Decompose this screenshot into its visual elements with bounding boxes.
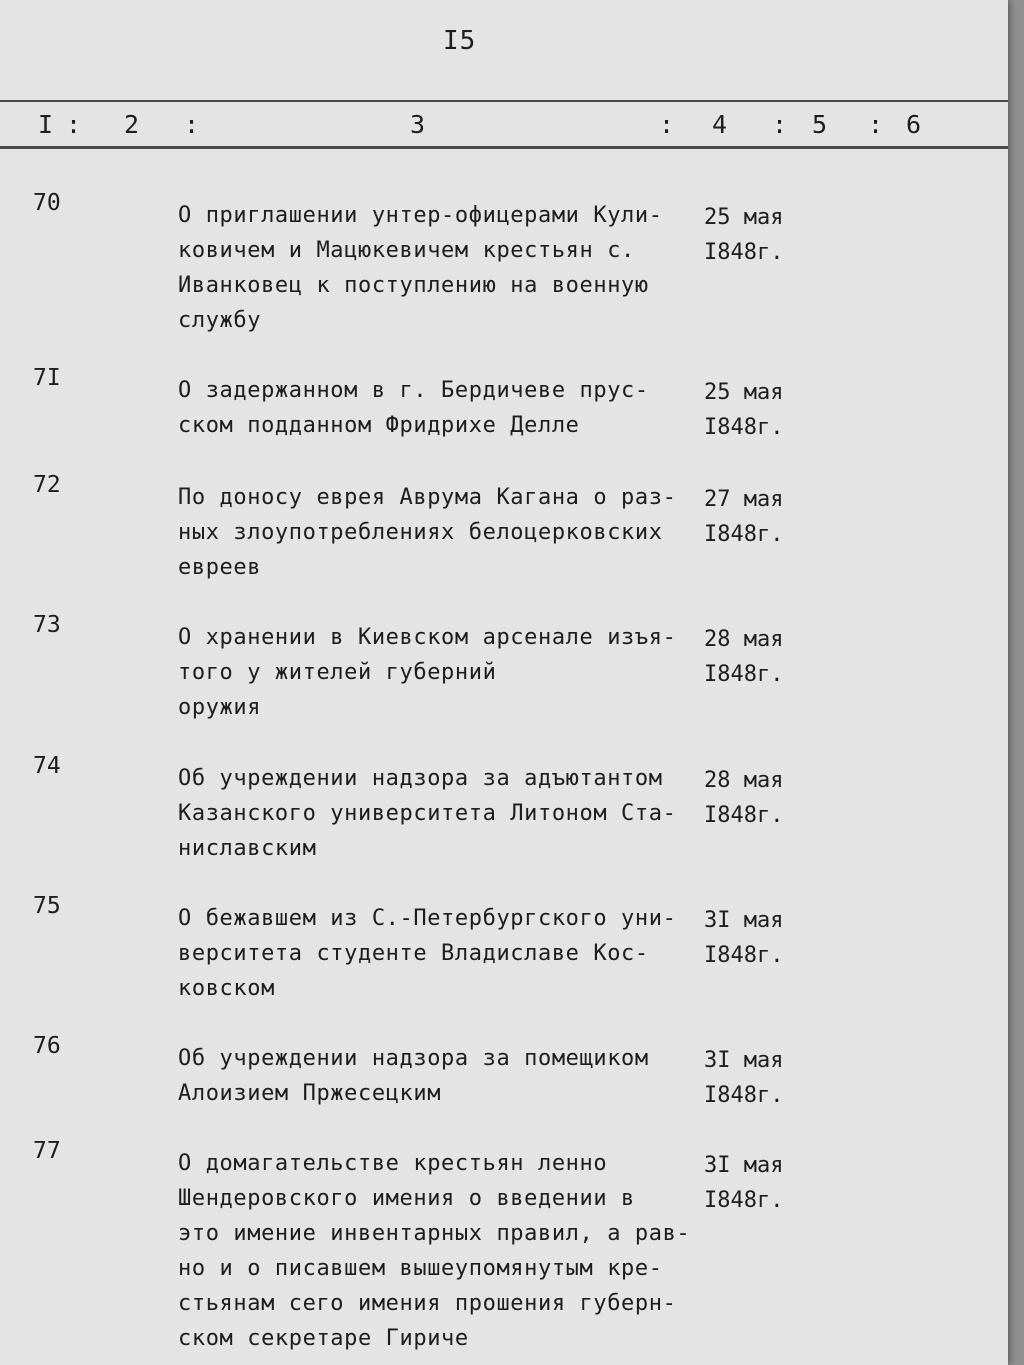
- column-separator: :: [772, 110, 788, 139]
- entry-title: О домагательстве крестьян ленно Шендеровского имения о введении в это имение инвентарных правил, а рав- но и о писавшем вышеупомянутым кре- стьянам сего имения прошения губерн- ском секретаре Гириче: [178, 1151, 691, 1351]
- entry-title: О бежавшем из С.-Петербургского уни- верситета студенте Владиславе Кос- ковском: [178, 906, 677, 1001]
- column-separator: :: [659, 110, 675, 139]
- entry-date: 3I мая I848г.: [704, 1048, 784, 1108]
- entry-number: 70: [33, 190, 61, 216]
- column-header-3: 3: [410, 110, 426, 139]
- entry-number: 76: [33, 1033, 61, 1059]
- entry-title: О задержанном в г. Бердичеве прус- ском подданном Фридрихе Делле: [178, 378, 649, 438]
- entry-number: 7I: [33, 365, 61, 391]
- entry-title: По доносу еврея Аврума Кагана о раз- ных злоупотреблениях белоцерковских евреев: [178, 485, 677, 580]
- entry-number: 77: [33, 1138, 61, 1164]
- entry-date: 3I мая I848г.: [704, 908, 784, 968]
- entry-number: 75: [33, 893, 61, 919]
- column-separator: :: [868, 110, 884, 139]
- header-top-rule: [0, 100, 1008, 102]
- entry-date: 28 мая I848г.: [704, 768, 784, 828]
- column-header-6: 6: [906, 110, 922, 139]
- entry-number: 74: [33, 753, 61, 779]
- page-number: I5: [443, 26, 477, 56]
- entry-title: Об учреждении надзора за помещиком Алоизием Пржесецким: [178, 1046, 649, 1106]
- entry-date: 27 мая I848г.: [704, 487, 784, 547]
- entry-date: 28 мая I848г.: [704, 627, 784, 687]
- column-header-4: 4: [712, 110, 728, 139]
- entry-date: 25 мая I848г.: [704, 205, 784, 265]
- entry-title: О хранении в Киевском арсенале изъя- того у жителей губерний оружия: [178, 625, 677, 720]
- entry-date: 25 мая I848г.: [704, 380, 784, 440]
- column-separator: :: [66, 110, 82, 139]
- column-header-2: 2: [124, 110, 140, 139]
- column-header-5: 5: [812, 110, 828, 139]
- header-bottom-rule: [0, 146, 1008, 149]
- entry-title: Об учреждении надзора за адъютантом Казанского университета Литоном Ста- ниславским: [178, 766, 677, 861]
- column-separator: :: [184, 110, 200, 139]
- entry-date: 3I мая I848г.: [704, 1153, 784, 1213]
- entry-number: 72: [33, 472, 61, 498]
- column-header-1: I: [38, 110, 54, 139]
- entry-number: 73: [33, 612, 61, 638]
- entry-title: О приглашении унтер-офицерами Кули- ковичем и Мацюкевичем крестьян с. Иванковец к поступлению на военную службу: [178, 203, 663, 333]
